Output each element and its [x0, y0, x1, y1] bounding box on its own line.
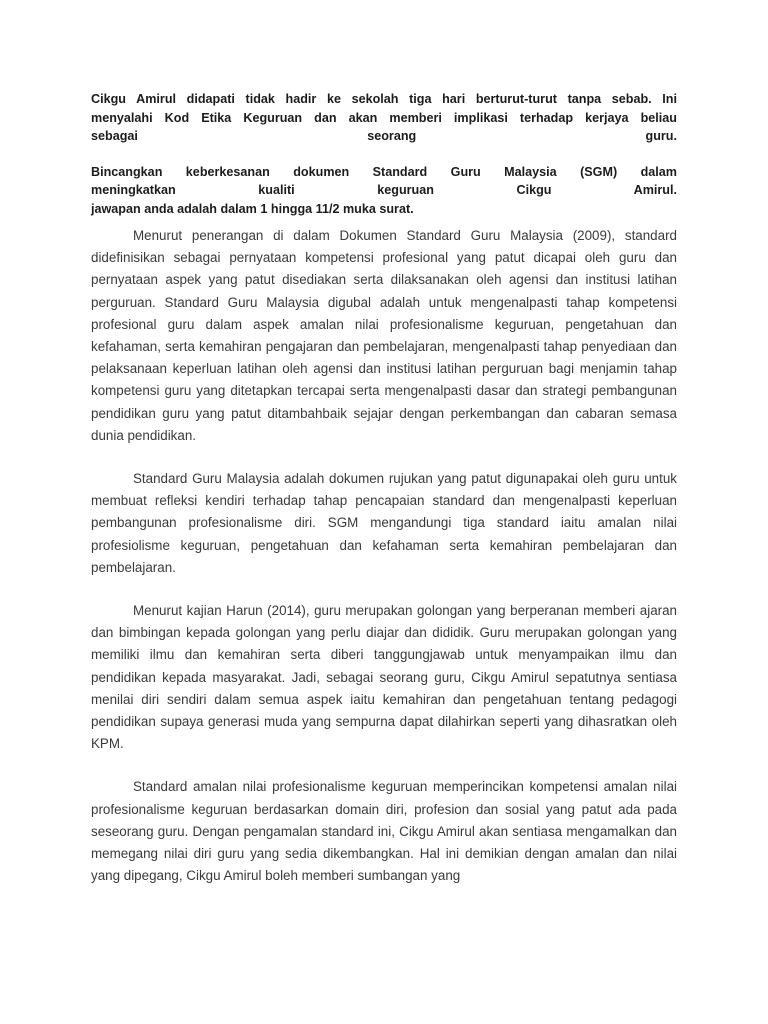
- body-paragraph: Menurut kajian Harun (2014), guru merupakan golongan yang berperanan memberi ajaran dan bimbingan kepada golongan yang perlu diajar dan dididik. Guru merupakan golongan yang memiliki ilmu dan kemahiran serta diberi tanggungjawab untuk menyampaikan ilmu dan pendidikan kepada masyarakat. Jadi, sebagai seorang guru, Cikgu Amirul sepatutnya sentiasa menilai diri sendiri dalam semua aspek iaitu kemahiran dan pengetahuan tentang pedagogi pendidikan supaya generasi muda yang sempurna dapat dilahirkan seperti yang dihasratkan oleh KPM.: [91, 603, 677, 752]
- body-paragraph: Menurut penerangan di dalam Dokumen Standard Guru Malaysia (2009), standard didefinisikan sebagai pernyataan kompetensi profesional yang patut dicapai oleh guru dan pernyataan aspek yang patut disediakan serta dilaksanakan oleh agensi dan institusi latihan perguruan. Standard Guru Malaysia digubal adalah untuk mengenalpasti tahap kompetensi profesional guru dalam aspek amalan nilai profesionalisme keguruan, pengetahuan dan kefahaman, serta kemahiran pengajaran dan pembelajaran, mengenalpasti tahap penyediaan dan pelaksanaan keperluan latihan oleh agensi dan institusi latihan perguruan bagi menjamin tahap kompetensi guru yang ditetapkan tercapai serta mengenalpasti dasar dan strategi pembangunan pendidikan guru yang patut ditambahbaik sejajar dengan perkembangan dan cabaran semasa dunia pendidikan.: [91, 228, 677, 443]
- question-line: menyalahi Kod Etika Keguruan dan akan memberi implikasi terhadap kerjaya beliau: [91, 110, 677, 125]
- document-page: [91, 90, 677, 908]
- question-line: sebagai seorang guru.: [91, 129, 677, 143]
- instruction-line: jawapan anda adalah dalam 1 hingga 11/2 muka surat.: [91, 201, 414, 216]
- body-paragraph: Standard Guru Malaysia adalah dokumen rujukan yang patut digunapakai oleh guru untuk membuat refleksi kendiri terhadap tahap pencapaian standard dan mengenalpasti keperluan pembangunan profesionalisme diri. SGM mengandungi tiga standard iaitu amalan nilai profesiolisme keguruan, pengetahuan dan kefahaman serta kemahiran pembelajaran dan pembelajaran.: [91, 471, 677, 575]
- task-instruction: [91, 163, 677, 219]
- question-line: Cikgu Amirul didapati tidak hadir ke sekolah tiga hari berturut-turut tanpa sebab. Ini: [91, 92, 677, 106]
- body-paragraph: Standard amalan nilai profesionalisme keguruan memperincikan kompetensi amalan nilai profesionalisme keguruan berdasarkan domain diri, profesion dan sosial yang patut ada pada seseorang guru. Dengan pengamalan standard ini, Cikgu Amirul akan sentiasa mengamalkan dan memegang nilai diri guru yang sedia dikembangkan. Hal ini demikian dengan amalan dan nilai yang dipegang, Cikgu Amirul boleh memberi sumbangan yang: [91, 779, 677, 884]
- question-prompt: [91, 90, 677, 146]
- instruction-line: Bincangkan keberkesanan dokumen Standard Guru Malaysia (SGM) dalam: [91, 164, 677, 179]
- instruction-line: meningkatkan kualiti keguruan Cikgu Amirul.: [91, 183, 677, 197]
- answer-body: [91, 225, 677, 887]
